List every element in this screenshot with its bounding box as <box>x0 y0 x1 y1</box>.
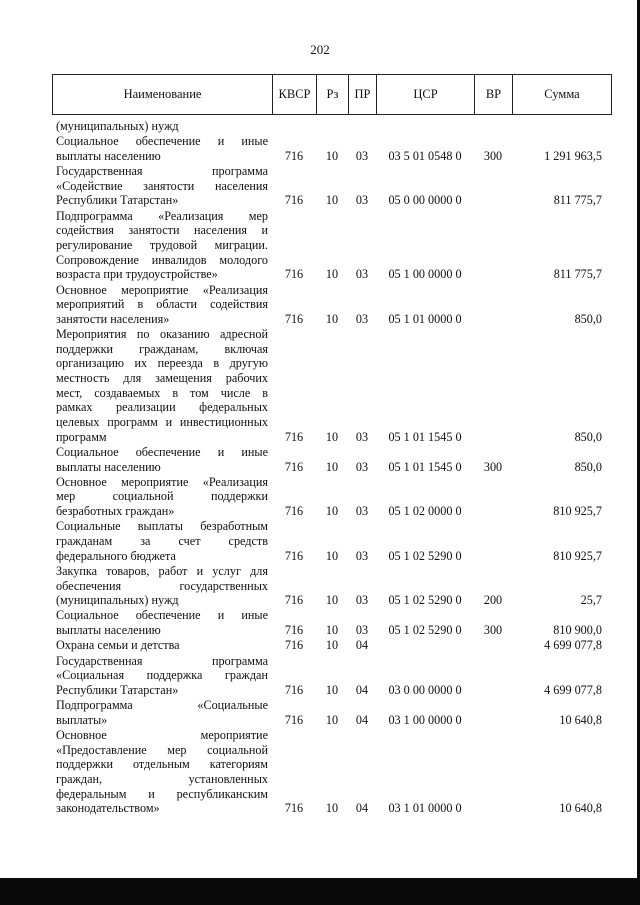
row-pr: 04 <box>355 712 369 727</box>
table-row <box>0 608 640 637</box>
row-sum: 810 900,0 <box>553 623 602 638</box>
row-sum: 10 640,8 <box>559 712 602 727</box>
row-pr: 04 <box>355 801 369 816</box>
row-pr: 03 <box>355 429 369 444</box>
table-row <box>0 638 640 653</box>
row-name-line: (муниципальных) нужд <box>56 119 179 133</box>
row-name-line: Охрана семьи и детства <box>56 638 180 653</box>
row-csr: 05 1 02 5290 0 <box>388 548 462 563</box>
header-pr: ПР <box>349 75 377 114</box>
row-name-line: обеспечения государственных <box>56 578 268 593</box>
row-name-line: гражданам за счет средств <box>56 533 268 548</box>
row-rz: 10 <box>325 682 339 697</box>
row-name-line: Закупка товаров, работ и услуг для <box>56 563 268 578</box>
row-name-line: программ <box>56 429 107 444</box>
row-name-line: «Содействие занятости населения <box>56 178 268 193</box>
table-row <box>0 134 640 163</box>
table-row <box>0 564 640 608</box>
row-name-line: поддержки гражданам, включая <box>56 341 268 356</box>
row-rz: 10 <box>325 712 339 727</box>
scan-bottom-bar <box>0 878 640 905</box>
row-vr: 300 <box>483 148 503 163</box>
row-name-line: Государственная программа <box>56 164 268 179</box>
row-name-line: целевых программ и инвестиционных <box>56 414 268 429</box>
header-sum: Сумма <box>544 87 580 101</box>
row-pr: 03 <box>355 459 369 474</box>
row-name-line: Основное мероприятие «Реализация <box>56 474 268 489</box>
row-csr: 05 0 00 0000 0 <box>388 193 462 208</box>
row-name-line: Сопровождение инвалидов молодого <box>56 252 268 267</box>
row-name-line: мер социальной поддержки <box>56 489 268 504</box>
row-name-line: Республики Татарстан» <box>56 193 179 208</box>
row-name-line: (муниципальных) нужд <box>56 593 179 608</box>
row-sum: 811 775,7 <box>553 193 602 208</box>
row-vr: 300 <box>483 459 503 474</box>
row-sum: 810 925,7 <box>553 504 602 519</box>
row-name-line: местность для замещения рабочих <box>56 371 268 386</box>
header-name: Наименование <box>53 75 273 114</box>
header-vr: ВР <box>475 75 513 114</box>
row-csr: 05 1 01 1545 0 <box>388 429 462 444</box>
row-kvsr: 716 <box>284 682 304 697</box>
table-row <box>0 698 640 727</box>
row-sum: 811 775,7 <box>553 267 602 282</box>
table-row <box>0 654 640 698</box>
row-pr: 03 <box>355 593 369 608</box>
row-kvsr: 716 <box>284 459 304 474</box>
table-row <box>0 519 640 563</box>
row-sum: 25,7 <box>580 593 602 608</box>
row-csr: 03 1 01 0000 0 <box>388 801 462 816</box>
row-rz: 10 <box>325 801 339 816</box>
row-pr: 04 <box>355 682 369 697</box>
row-vr: 300 <box>483 623 503 638</box>
row-csr: 05 1 02 5290 0 <box>388 593 462 608</box>
row-csr: 05 1 02 0000 0 <box>388 504 462 519</box>
row-name-line: федерального бюджета <box>56 548 176 563</box>
row-sum: 1 291 963,5 <box>544 148 602 163</box>
row-name-line: законодательством» <box>56 801 160 816</box>
header-csr: ЦСР <box>377 75 475 114</box>
table-row <box>0 327 640 444</box>
row-sum: 10 640,8 <box>559 801 602 816</box>
row-name-line: Социальное обеспечение и иные <box>56 608 268 623</box>
row-rz: 10 <box>325 148 339 163</box>
row-name-line: Социальное обеспечение и иные <box>56 444 268 459</box>
row-kvsr: 716 <box>284 267 304 282</box>
row-name-line: мероприятий в области содействия <box>56 297 268 312</box>
row-pr: 03 <box>355 311 369 326</box>
row-csr: 05 1 01 0000 0 <box>388 311 462 326</box>
row-name-line: мест, создаваемых в том числе в <box>56 385 268 400</box>
row-name-line: Социальное обеспечение и иные <box>56 134 268 149</box>
page-number: 202 <box>310 42 330 57</box>
row-kvsr: 716 <box>284 311 304 326</box>
row-kvsr: 716 <box>284 504 304 519</box>
row-name-line: «Предоставление мер социальной <box>56 742 268 757</box>
row-rz: 10 <box>325 593 339 608</box>
row-name-line: организацию их переезда в другую <box>56 356 268 371</box>
row-name-line: федеральным и республиканским <box>56 786 268 801</box>
row-name-line: занятости населения» <box>56 311 170 326</box>
table-row <box>0 119 640 134</box>
row-name-line: Подпрограмма «Социальные <box>56 698 268 713</box>
row-kvsr: 716 <box>284 593 304 608</box>
row-rz: 10 <box>325 429 339 444</box>
row-name-line: граждан, установленных <box>56 771 268 786</box>
row-name-line: выплаты населению <box>56 459 161 474</box>
row-csr: 03 1 00 0000 0 <box>388 712 462 727</box>
row-kvsr: 716 <box>284 801 304 816</box>
row-pr: 03 <box>355 148 369 163</box>
row-name-line: Основное мероприятие <box>56 728 268 743</box>
row-name-line: рамках реализации федеральных <box>56 400 268 415</box>
row-pr: 03 <box>355 504 369 519</box>
row-pr: 03 <box>355 193 369 208</box>
table-row <box>0 445 640 474</box>
row-vr: 200 <box>483 593 503 608</box>
row-csr: 05 1 00 0000 0 <box>388 267 462 282</box>
row-kvsr: 716 <box>284 623 304 638</box>
row-rz: 10 <box>325 193 339 208</box>
header-rz: Рз <box>317 75 349 114</box>
header-kvsr: КВСР <box>273 75 317 114</box>
row-kvsr: 716 <box>284 638 304 653</box>
row-name-line: безработных граждан» <box>56 504 175 519</box>
row-pr: 03 <box>355 267 369 282</box>
row-sum: 4 699 077,8 <box>544 682 602 697</box>
table-row <box>0 209 640 282</box>
row-csr: 05 1 02 5290 0 <box>388 623 462 638</box>
row-pr: 03 <box>355 623 369 638</box>
row-sum: 4 699 077,8 <box>544 638 602 653</box>
row-kvsr: 716 <box>284 148 304 163</box>
row-rz: 10 <box>325 638 339 653</box>
row-csr: 05 1 01 1545 0 <box>388 459 462 474</box>
row-name-line: Государственная программа <box>56 653 268 668</box>
row-pr: 03 <box>355 548 369 563</box>
row-kvsr: 716 <box>284 712 304 727</box>
row-kvsr: 716 <box>284 429 304 444</box>
row-kvsr: 716 <box>284 193 304 208</box>
row-name-line: Подпрограмма «Реализация мер <box>56 208 268 223</box>
row-csr: 03 0 00 0000 0 <box>388 682 462 697</box>
row-pr: 04 <box>355 638 369 653</box>
row-name-line: Мероприятия по оказанию адресной <box>56 327 268 342</box>
table-header <box>52 74 612 115</box>
row-sum: 810 925,7 <box>553 548 602 563</box>
table-row <box>0 164 640 208</box>
row-name-line: выплаты» <box>56 712 108 727</box>
row-name-line: выплаты населению <box>56 148 161 163</box>
row-sum: 850,0 <box>574 429 602 444</box>
row-rz: 10 <box>325 623 339 638</box>
row-name-line: «Социальная поддержка граждан <box>56 668 268 683</box>
table-row <box>0 728 640 816</box>
row-rz: 10 <box>325 548 339 563</box>
row-name-line: Основное мероприятие «Реализация <box>56 282 268 297</box>
row-sum: 850,0 <box>574 459 602 474</box>
row-name-line: возраста при трудоустройстве» <box>56 267 218 282</box>
row-rz: 10 <box>325 267 339 282</box>
row-rz: 10 <box>325 504 339 519</box>
row-name-line: поддержки отдельным категориям <box>56 757 268 772</box>
row-name-line: Социальные выплаты безработным <box>56 519 268 534</box>
table-row <box>0 283 640 327</box>
row-name-line: регулирование трудовой миграции. <box>56 237 268 252</box>
row-rz: 10 <box>325 459 339 474</box>
row-rz: 10 <box>325 311 339 326</box>
row-name-line: Республики Татарстан» <box>56 682 179 697</box>
table-row <box>0 475 640 519</box>
row-name-line: содействия занятости населения и <box>56 223 268 238</box>
row-kvsr: 716 <box>284 548 304 563</box>
row-name-line: выплаты населению <box>56 623 161 638</box>
row-csr: 03 5 01 0548 0 <box>388 148 462 163</box>
row-sum: 850,0 <box>574 311 602 326</box>
